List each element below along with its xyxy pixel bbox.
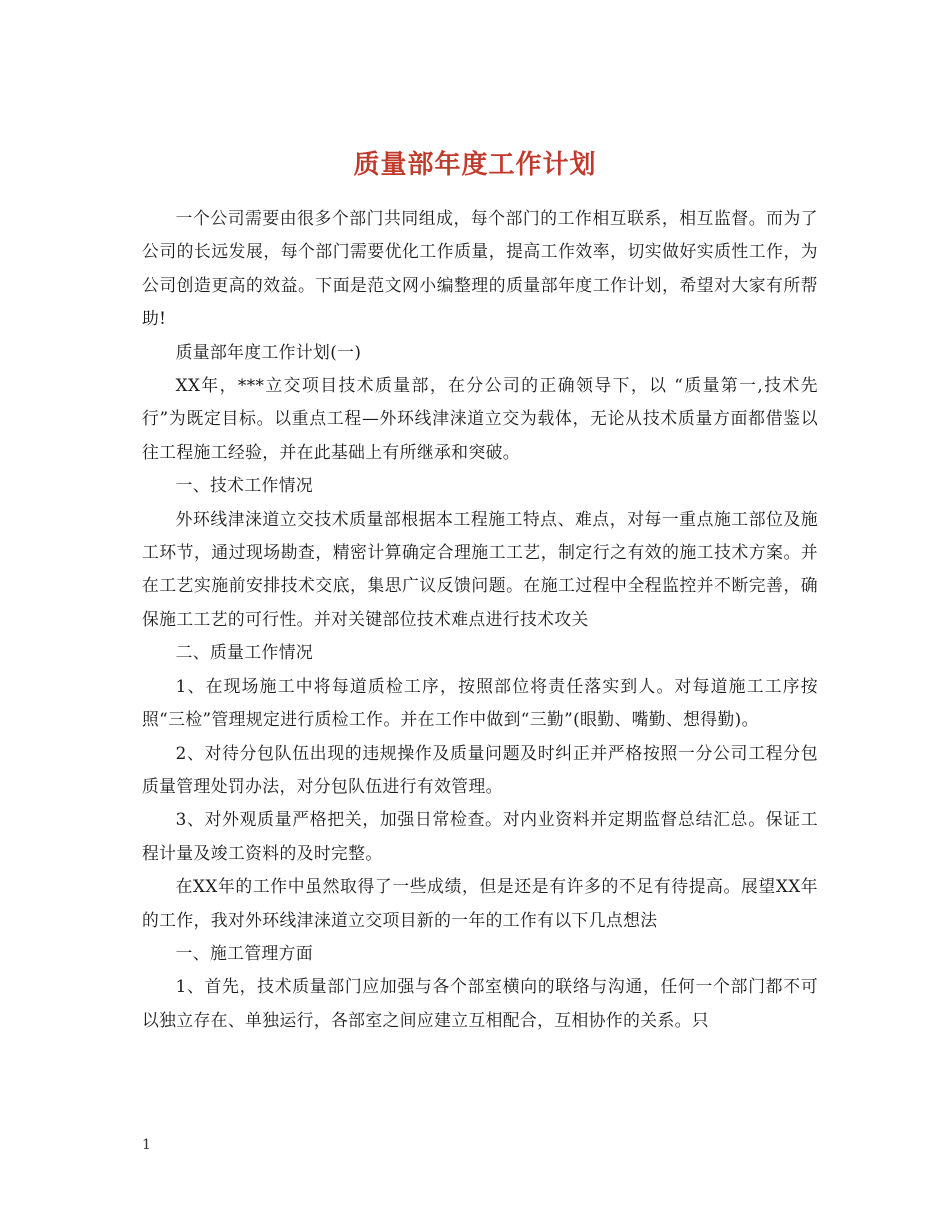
- quality-item-2: 2、对待分包队伍出现的违规操作及质量问题及时纠正并严格按照一分公司工程分包质量管理处罚办法，对分包队伍进行有效管理。: [142, 742, 818, 796]
- document-body: [142, 202, 818, 1037]
- section-heading-plan-one: 质量部年度工作计划(一): [175, 341, 362, 362]
- construction-item-1: 1、首先，技术质量部门应加强与各个部室横向的联络与沟通，任何一个部门都不可以独立存在、单独运行，各部室之间应建立互相配合，互相协作的关系。只: [142, 976, 818, 1030]
- section-heading-quality: 二、质量工作情况: [175, 642, 314, 663]
- document-title: 质量部年度工作计划: [353, 150, 597, 181]
- section-heading-construction: 一、施工管理方面: [175, 942, 314, 963]
- overview-paragraph: XX年，***立交项目技术质量部，在分公司的正确领导下，以 “质量第一,技术先行”为既定目标。以重点工程—外环线津涞道立交为载体，无论从技术质量方面都借鉴以往工程施工经验，并在此基础上有所继承和突破。: [142, 375, 818, 462]
- intro-paragraph: 一个公司需要由很多个部门共同组成，每个部门的工作相互联系，相互监督。而为了公司的长远发展，每个部门需要优化工作质量，提高工作效率，切实做好实质性工作，为公司创造更高的效益。下面是范文网小编整理的质量部年度工作计划，希望对大家有所帮助!: [142, 208, 818, 329]
- section-heading-technical: 一、技术工作情况: [175, 475, 314, 496]
- quality-item-3: 3、对外观质量严格把关，加强日常检查。对内业资料并定期监督总结汇总。保证工程计量及竣工资料的及时完整。: [142, 809, 818, 863]
- quality-item-1: 1、在现场施工中将每道质检工序，按照部位将责任落实到人。对每道施工工序按照“三检”管理规定进行质检工作。并在工作中做到“三勤”(眼勤、嘴勤、想得勤)。: [142, 675, 818, 730]
- technical-paragraph: 外环线津涞道立交技术质量部根据本工程施工特点、难点，对每一重点施工部位及施工环节，通过现场勘查，精密计算确定合理施工工艺，制定行之有效的施工技术方案。并在工艺实施前安排技术交底，集思广议反馈问题。在施工过程中全程监控并不断完善，确保施工工艺的可行性。并对关键部位技术难点进行技术攻关: [142, 508, 818, 629]
- page-number: 1: [142, 1137, 151, 1153]
- outlook-paragraph: 在XX年的工作中虽然取得了一些成绩，但是还是有许多的不足有待提高。展望XX年的工作，我对外环线津涞道立交项目新的一年的工作有以下几点想法: [142, 876, 818, 930]
